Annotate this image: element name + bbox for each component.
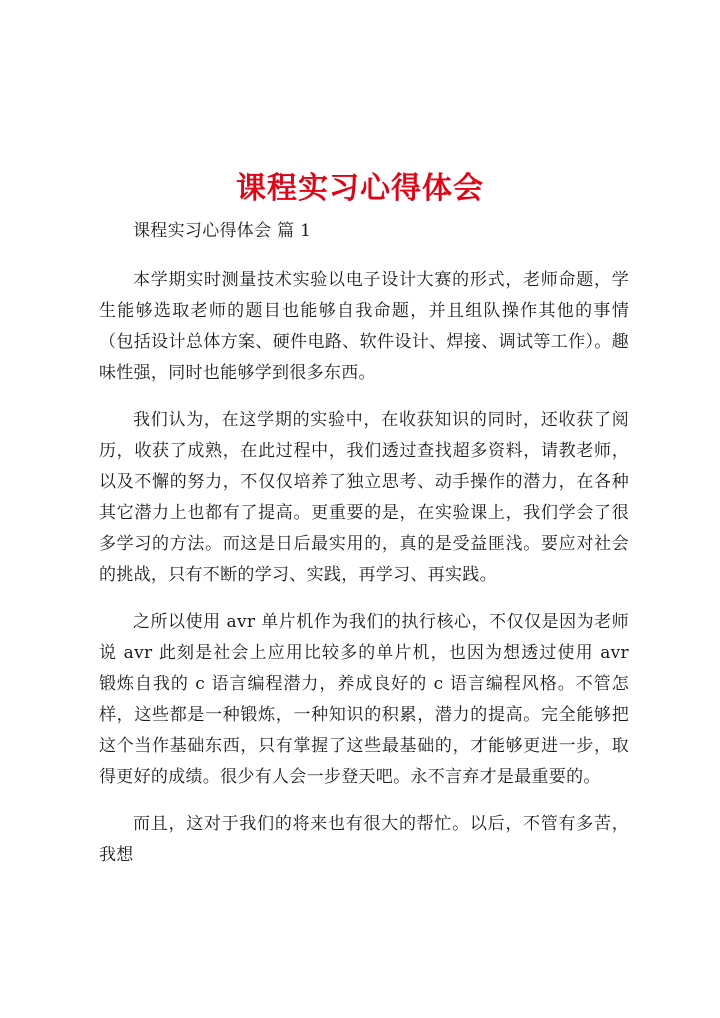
paragraph: 我们认为，在这学期的实验中，在收获知识的同时，还收获了阅历，收获了成熟，在此过程中，我们透过查找超多资料，请教老师，以及不懈的努力，不仅仅培养了独立思考、动手操作的潜力，在各种其它潜力上也都有了提高。更重要的是，在实验课上，我们学会了很多学习的方法。而这是日后最实用的，真的是受益匪浅。要应对社会的挑战，只有不断的学习、实践，再学习、再实践。 [99, 410, 629, 585]
document-title: 课程实习心得体会 [236, 171, 484, 207]
paragraph: 而且，这对于我们的将来也有很大的帮忙。以后，不管有多苦，我想 [99, 814, 629, 865]
paragraph: 本学期实时测量技术实验以电子设计大赛的形式，老师命题，学生能够选取老师的题目也能够自我命题，并且组队操作其他的事情（包括设计总体方案、硬件电路、软件设计、焊接、调试等工作）。趣味性强，同时也能够学到很多东西。 [99, 270, 629, 383]
document-body [99, 216, 629, 887]
section-heading: 课程实习心得体会 篇 1 [133, 221, 312, 241]
paragraph: 之所以使用 avr 单片机作为我们的执行核心，不仅仅是因为老师说 avr 此刻是社会上应用比较多的单片机，也因为想透过使用 avr 锻炼自我的 c 语言编程潜力，养成良好的 c 语言编程风格。不管怎样，这些都是一种锻炼，一种知识的积累，潜力的提高。完全能够把这个当作基础东西，只有掌握了这些最基础的，才能够更进一步，取得更好的成绩。很少有人会一步登天吧。永不言弃才是最重要的。 [99, 612, 629, 787]
